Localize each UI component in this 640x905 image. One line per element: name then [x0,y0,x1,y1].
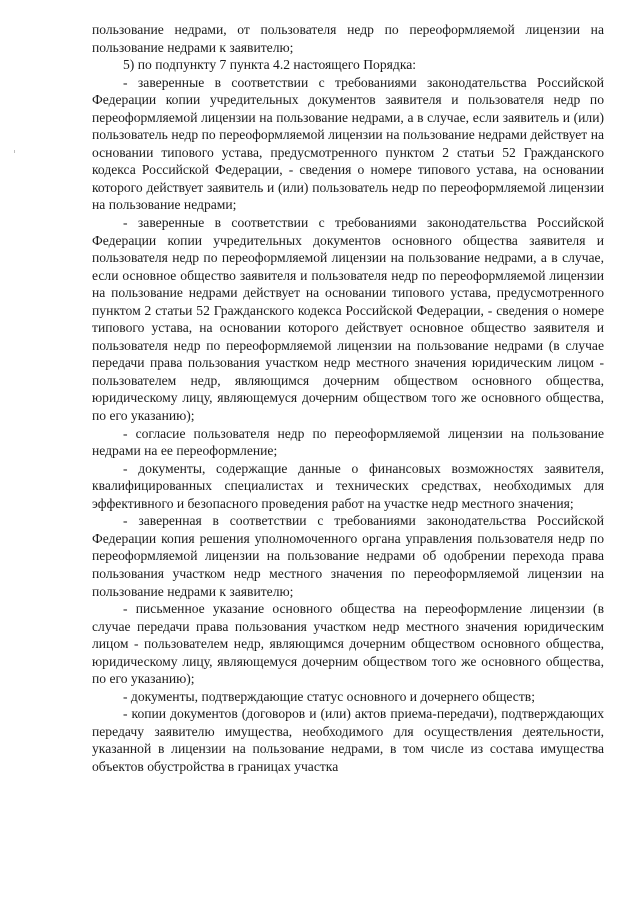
paragraph-item-founding-documents: - заверенные в соответствии с требованиями законодательства Российской Федерации копии учредительных документов заявителя и пользователя недр по переоформляемой лицензии на пользование недрами, а в случае, если заявитель и (или) пользователь недр по переоформляемой лицензии на пользование недрами действует на основании типового устава, предусмотренного пунктом 2 статьи 52 Гражданского кодекса Российской Федерации, - сведения о номере типового устава, на основании которого действует заявитель и (или) пользователь недр по переоформляемой лицензии на пользование недрами; [92,74,604,213]
paragraph-item-status-documents: - документы, подтверждающие статус основного и дочернего обществ; [123,688,535,704]
paragraph-item-financial-capabilities: - документы, содержащие данные о финансовых возможностях заявителя, квалифицированных специалистах и технических средствах, необходимых для эффективного и безопасного проведения работ на участке недр местного значения; [92,460,604,511]
paragraph-item-consent: - согласие пользователя недр по переоформляемой лицензии на пользование недрами на ее переоформление; [92,425,604,459]
paragraph-subsection-5: 5) по подпункту 7 пункта 4.2 настоящего Порядка: [123,57,417,73]
paragraph-continuation: пользование недрами, от пользователя недр по переоформляемой лицензии на пользование недрами к заявителю; [92,22,604,55]
paragraph-item-transfer-documents: - копии документов (договоров и (или) актов приема-передачи), подтверждающих передачу заявителю имущества, необходимого для осуществления деятельности, указанной в лицензии на пользование недрами, в том числе из состава имущества объектов обустройства в границах участка [92,706,604,774]
paragraph-item-parent-company-documents: - заверенные в соответствии с требованиями законодательства Российской Федерации копии учредительных документов основного общества заявителя и пользователя недр по переоформляемой лицензии на пользование недрами, а в случае, если основное общество заявителя и пользователя недр по переоформляемой лицензии на пользование недрами действует на основании типового устава, предусмотренного пунктом 2 статьи 52 Гражданского кодекса Российской Федерации, - сведения о номере типового устава, на основании которого действует основное общество заявителя и пользователя недр по переоформляемой лицензии на пользование недрами (в случае передачи права пользования участком недр местного значения юридическим лицом - пользователем недр, являющимся дочерним обществом основного общества, юридическому лицу, являющемуся дочерним обществом того же основного общества, по его указанию); [92,215,604,424]
paragraph-item-written-instruction: - письменное указание основного общества на переоформление лицензии (в случае передачи права пользования участком недр местного значения юридическим лицом - пользователем недр, являющимся дочерним обществом основного общества, юридическому лицу, являющемуся дочерним обществом того же основного общества, по его указанию); [92,601,604,687]
scan-artifact [14,150,15,153]
document-page [92,21,604,776]
paragraph-item-approval-decision: - заверенная в соответствии с требованиями законодательства Российской Федерации копия решения уполномоченного органа управления пользователя недр по переоформляемой лицензии на пользование недрами об одобрении перехода права пользования участком недр местного значения по переоформляемой лицензии на пользование недрами к заявителю; [92,513,604,599]
